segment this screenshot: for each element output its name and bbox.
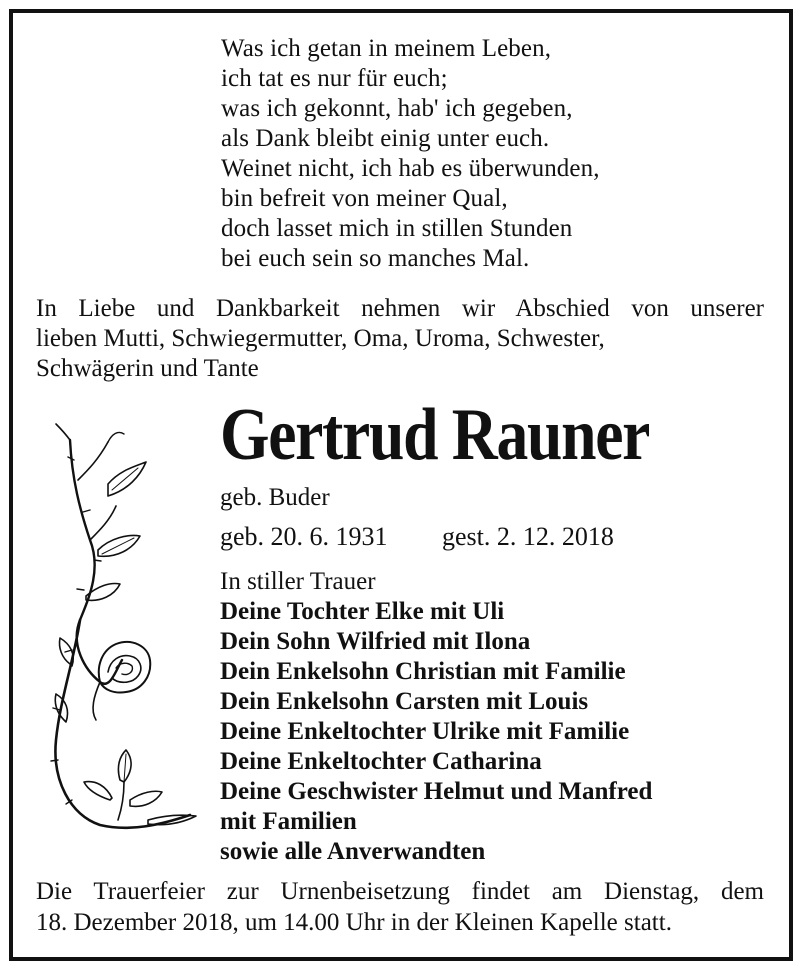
- ceremony-line: 18. Dezember 2018, um 14.00 Uhr in der Kleinen Kapelle statt.: [36, 909, 672, 936]
- intro-line: lieben Mutti, Schwiegermutter, Oma, Uroma, Schwester,: [36, 325, 605, 352]
- poem-line: ich tat es nur für euch;: [221, 65, 448, 92]
- poem: [221, 34, 600, 274]
- death-date: gest. 2. 12. 2018: [442, 522, 614, 551]
- rose-illustration: [50, 420, 200, 840]
- mourner-line: Deine Enkeltochter Ulrike mit Familie: [220, 718, 630, 745]
- ceremony-notice: [36, 876, 764, 938]
- mourner-line: Deine Enkeltochter Catharina: [220, 748, 542, 775]
- intro-text: [36, 294, 764, 384]
- intro-line: Schwägerin und Tante: [36, 355, 259, 382]
- mourner-line: Dein Enkelsohn Christian mit Familie: [220, 658, 626, 685]
- poem-line: Weinet nicht, ich hab es überwunden,: [221, 155, 600, 182]
- poem-line: bei euch sein so manches Mal.: [221, 245, 530, 272]
- mourning-title: In stiller Trauer: [220, 568, 376, 595]
- deceased-name: Gertrud Rauner: [220, 394, 650, 476]
- poem-line: als Dank bleibt einig unter euch.: [221, 125, 550, 152]
- poem-line: bin befreit von meiner Qual,: [221, 185, 508, 212]
- poem-line: doch lasset mich in stillen Stunden: [221, 215, 573, 242]
- poem-line: was ich gekonnt, hab' ich gegeben,: [221, 95, 573, 122]
- mourner-line: Deine Tochter Elke mit Uli: [220, 598, 505, 625]
- mourner-line: sowie alle Anverwandten: [220, 838, 486, 865]
- mourner-line: Deine Geschwister Helmut und Manfred: [220, 778, 653, 805]
- ceremony-line: Die Trauerfeier zur Urnenbeisetzung findet am Dienstag, dem: [36, 878, 764, 905]
- life-dates: [220, 521, 614, 553]
- mourner-line: mit Familien: [220, 808, 357, 835]
- birth-date: geb. 20. 6. 1931: [220, 522, 388, 551]
- poem-line: Was ich getan in meinem Leben,: [221, 35, 552, 62]
- birth-name: geb. Buder: [220, 484, 330, 511]
- mourner-line: Dein Enkelsohn Carsten mit Louis: [220, 688, 589, 715]
- mourners-list: [220, 567, 652, 867]
- intro-line: In Liebe und Dankbarkeit nehmen wir Abschied von unserer: [36, 295, 764, 322]
- mourner-line: Dein Sohn Wilfried mit Ilona: [220, 628, 531, 655]
